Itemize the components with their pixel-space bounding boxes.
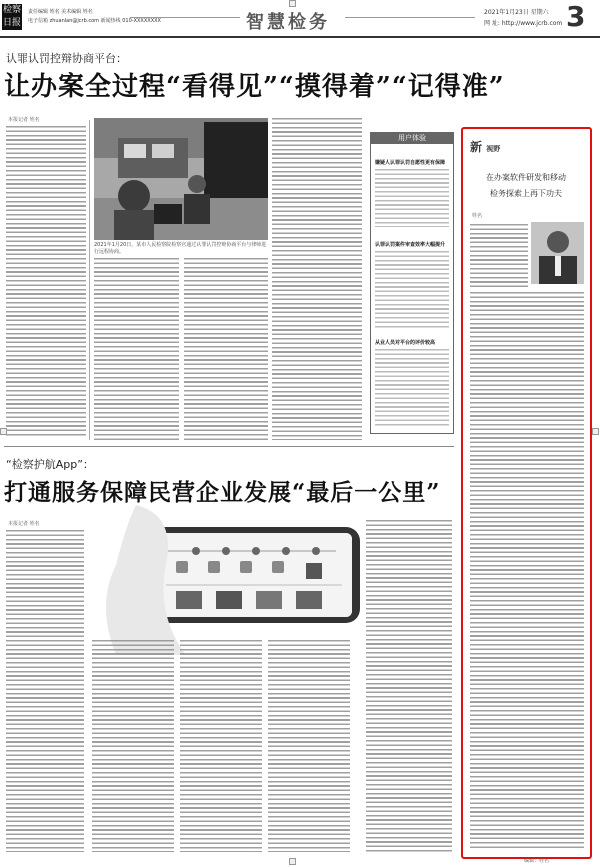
column-logo-main: 新 <box>470 140 483 154</box>
masthead <box>0 0 600 38</box>
article1-headline: 让办案全过程“看得见”“摸得着”“记得准” <box>4 72 505 102</box>
article2-byline: 本报记者 姓名 <box>8 521 40 527</box>
article1-text-col2 <box>94 258 179 440</box>
masthead-rule-left <box>130 17 240 18</box>
article2-text-col1 <box>6 530 84 852</box>
column-logo-sub: 视野 <box>486 144 501 153</box>
article1-text-col4 <box>272 118 362 440</box>
sidebar-text-2 <box>375 251 449 329</box>
column-divider <box>89 120 90 440</box>
hand-illustration <box>96 505 206 655</box>
masthead-editor-line: 责任编辑 姓名 美术编辑 姓名 <box>28 9 93 15</box>
column-author: 姓名 <box>472 213 483 219</box>
article-separator <box>4 446 454 447</box>
page-number: 3 <box>566 0 586 33</box>
column-text-top <box>470 224 528 288</box>
sidebar-header: 用户体验 <box>371 133 453 144</box>
sidebar-item-1: 嫌疑人认罪认罚自愿性更有保障 <box>375 160 446 166</box>
article1-photo-image <box>94 118 268 240</box>
column-logo <box>470 138 500 155</box>
article2-headline: 打通服务保障民营企业发展“最后一公里” <box>4 479 441 506</box>
masthead-rule-right <box>345 17 475 18</box>
registration-mark <box>592 428 599 435</box>
column-title-line1: 在办案软件研发和移动 <box>486 173 566 182</box>
registration-mark <box>0 428 7 435</box>
article2-kicker: “检察护航App”： <box>6 458 94 471</box>
section-title: 智慧检务 <box>246 12 330 33</box>
article2-text-col2 <box>92 640 174 852</box>
user-experience-sidebar <box>370 132 454 434</box>
article2-text-col5 <box>366 520 452 852</box>
registration-mark <box>289 858 296 865</box>
article1-byline: 本报记者 姓名 <box>8 117 40 123</box>
article1-photo-caption: 2021年1月20日，某市人民检察院检察官通过认罪认罚控辩协商平台与律师进行远程协商。 <box>94 242 267 255</box>
masthead-contact-line: 电子信箱 zhuanlan@jcrb.com 新闻热线 010-XXXXXXXX <box>28 18 161 24</box>
website: 网 址: http://www.jcrb.com <box>484 20 563 27</box>
article2-text-col4 <box>268 640 350 852</box>
author-portrait-image <box>531 222 584 284</box>
column-text-body <box>470 292 584 848</box>
article1-text-col1 <box>6 126 86 438</box>
column-title-line2: 检务探索上再下功夫 <box>490 189 562 198</box>
sidebar-text-1 <box>375 169 449 227</box>
registration-mark <box>289 0 296 7</box>
article2-text-col3 <box>180 640 262 852</box>
article1-photo <box>94 118 268 240</box>
article1-text-col3 <box>184 258 268 440</box>
author-portrait <box>531 222 584 284</box>
paper-logo: 检察日报 <box>2 5 21 28</box>
sidebar-item-2: 认罪认罚案件审查效率大幅提升 <box>375 242 446 248</box>
footer-editor: 编辑：姓名 <box>524 858 550 864</box>
issue-date: 2021年1月23日 星期六 <box>484 9 549 16</box>
sidebar-item-3: 从业人员对平台的评价较高 <box>375 340 436 346</box>
sidebar-text-3 <box>375 349 449 427</box>
article1-kicker: 认罪认罚控辩协商平台： <box>6 52 127 65</box>
